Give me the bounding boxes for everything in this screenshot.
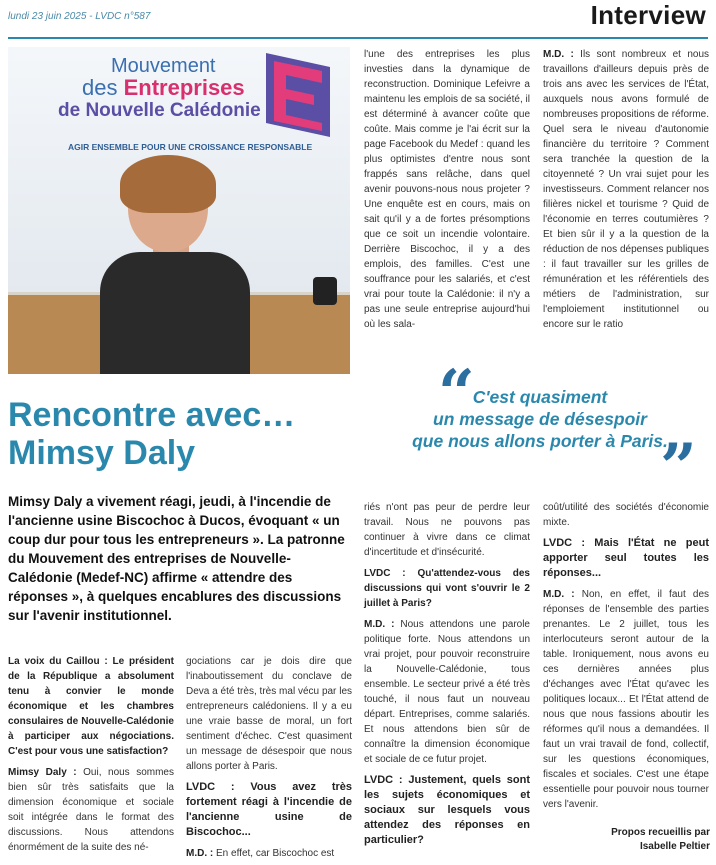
logo-text-line2: des Entreprises: [82, 75, 245, 100]
question-1: La voix du Caillou : Le président de la République a absolument tenu à convier le monde économique et les chambres consulaires de Nouvelle-Calédonie à participer aux négociations. C'est pour vous une satisfaction?: [8, 656, 174, 757]
logo-tagline: AGIR ENSEMBLE POUR UNE CROISSANCE RESPONSABLE: [68, 142, 313, 152]
section-title: Interview: [590, 0, 706, 30]
close-quote-icon: ”: [660, 430, 697, 505]
header-rule: [8, 37, 708, 39]
logo-text-line1: Mouvement: [111, 55, 216, 77]
issue-meta: lundi 23 juin 2025 - LVDC n°587: [8, 11, 151, 22]
column-bottom-2: gociations car je dois dire que l'inaboutissement du conclave de Deva a été très, très mal vécu par les entrepreneurs calédoniens. Il y a eu une vraie basse de moral, un fort sentiment d'échec. C'est quasiment un message de désespoir que nous allons porter à Paris. LVDC : Vous avez très fortement réagi à l'incendie de l'ancienne usine de Biscochoc... M.D. : En effet, car Biscochoc est: [186, 656, 352, 859]
page-header: [0, 0, 716, 36]
question-3: LVDC : Qu'attendez-vous des discussions qui vont s'ouvrir le 2 juillet à Paris?: [364, 568, 530, 609]
pull-quote-text: C'est quasiment un message de désespoir que nous allons porter à Paris.: [412, 387, 668, 451]
person-body: [100, 252, 250, 374]
column-bottom-4: coût/utilité des sociétés d'économie mixte. LVDC : Mais l'État ne peut apporter seul toutes les réponses... M.D. : Non, en effet, il faut des réponses de l'ensemble des parties prenantes. Le 2 juillet, tous les interlocuteurs seront autour de la table. Ironiquement, nous avons eu ces dernières années plus d'échanges avec l'État qu'avec les politiques locaux... Et l'État attend de nous que nous fassions aboutir les réformes qu'il nous a demandées. Il faut un vrai travail de fond, collectif, sur les questions économiques, fiscales et sociales. C'est une étape essentielle pour pouvoir nous tourner vers l'avenir.: [543, 502, 710, 810]
question-2: LVDC : Vous avez très fortement réagi à l'incendie de l'ancienne usine de Biscochoc...: [186, 781, 352, 838]
article-title: Rencontre avec… Mimsy Daly: [8, 396, 296, 472]
medef-logo-icon: [266, 53, 330, 137]
desk-phone: [313, 277, 337, 305]
question-4: LVDC : Justement, quels sont les sujets économiques et sociaux sur lesquels vous attendez des réponses en particulier?: [364, 774, 530, 846]
person-hair: [120, 155, 216, 213]
pull-quote: [370, 356, 710, 505]
column-top-2: l'une des entreprises les plus investies dans la dynamique de reconstruction. Dominique Lefeivre a maintenu les emplois de sa société, il est déterminé à avancer coûte que coûte. Mais comme je l'ai écrit sur la page Facebook du Medef : quand les plus optimistes d'entre nous sont frappés sans relâche, dans quel avenir pouvons-nous nous projeter ? Une enquête est en cours, mais on sait qu'il y a de fortes présomptions que ce soit un incendie volontaire. Derrière Biscochoc, il y a des emplois, des familles. C'est une souffrance pour les salariés, et c'est vrai pour toute la Calédonie: il n'y a pas une seule entreprise aujourd'hui où les sala-: [364, 49, 530, 330]
column-bottom-3: riés n'ont pas peur de perdre leur travail. Nous ne pouvons pas continuer à vivre dans ce climat d'incertitude et d'insécurité. LVDC : Qu'attendez-vous des discussions qui vont s'ouvrir le 2 juillet à Paris? M.D. : Nous attendons une parole politique forte. Nous attendons un vrai projet, pour pouvoir reconstruire la Nouvelle-Calédonie, tous ensemble. Le secteur privé a été très touché, il nous faut un nouveau départ. Entreprises, comme salariés. Et nous attendons bien sûr de connaître la dimension économique et sociale de ce futur projet. LVDC : Justement, quels sont les sujets économiques et sociaux sur lesquels vous attendez des réponses en particulier?: [364, 502, 530, 846]
article-lead: Mimsy Daly a vivement réagi, jeudi, à l'incendie de l'ancienne usine Biscochoc à Ducos, évoquant « un coup dur pour tous les entrepreneurs ». La patronne du Mouvement des entreprises de Nouvelle-Calédonie (Medef-NC) affirme « attendre des réponses », à quelques encablures des discussions sur l'avenir institutionnel.: [8, 494, 345, 623]
portrait-photo: [8, 47, 350, 374]
column-bottom-1: La voix du Caillou : Le président de la République a absolument tenu à convier le monde économique et les chambres consulaires de Nouvelle-Calédonie à participer aux négociations. C'est pour vous une satisfaction? Mimsy Daly : Oui, nous sommes bien sûr très satisfaits que la dimension économique et sociale soit intégrée dans le format des discussions. Nous attendons énormément de la suite des né-: [8, 656, 174, 853]
question-5: LVDC : Mais l'État ne peut apporter seul toutes les réponses...: [543, 537, 709, 579]
open-quote-icon: “: [438, 356, 475, 431]
byline: Propos recueillis par Isabelle Peltier: [611, 827, 710, 852]
column-top-3: M.D. : Ils sont nombreux et nous travaillons d'ailleurs depuis près de trois ans avec les services de l'État, auxquels nous avons formulé de nombreuses propositions de réforme. Quel sera le niveau d'autonomie financière du territoire ? Comment sera tranchée la question de la citoyenneté ? Un vrai sujet pour les investisseurs. Comment relancer nos filières nickel et tourisme ? Quid de l'économie en terres coutumières ? Et bien sûr il y a la question de la réduction de nos dépenses publiques : il faut travailler sur les grilles de rémunération et les référentiels des métiers de l'administration, sur l'emploiement institutionnel ou encore sur le ratio: [543, 49, 710, 330]
logo-text-line3: de Nouvelle Calédonie: [58, 100, 261, 121]
